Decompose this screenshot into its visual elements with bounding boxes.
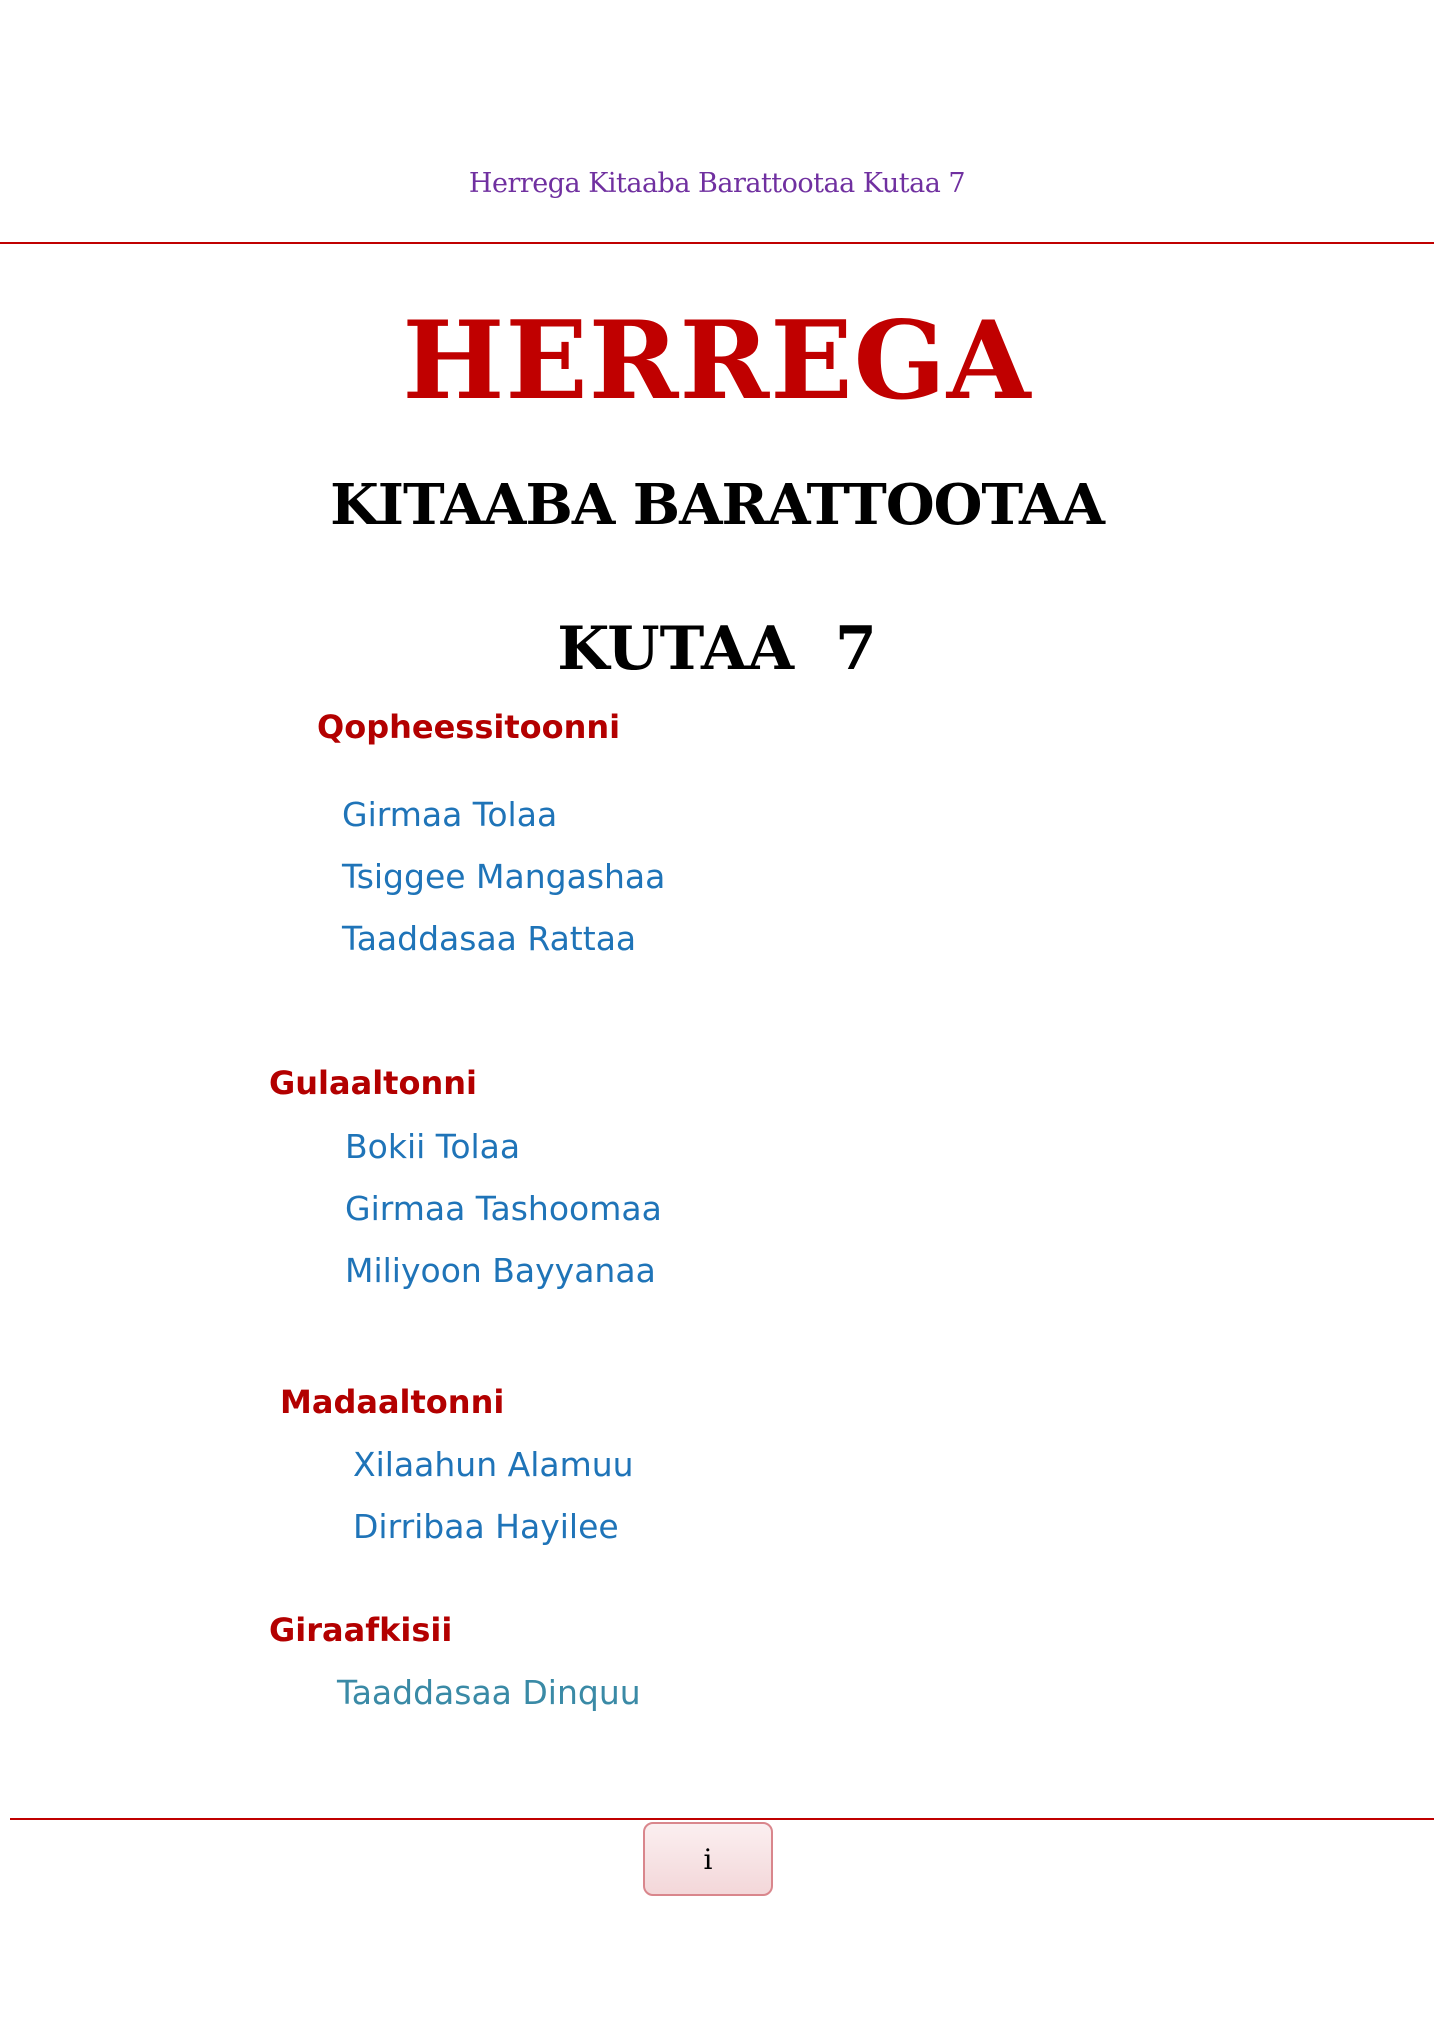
list-item: Taaddasaa Dinquu xyxy=(337,1673,641,1712)
list-item: Tsiggee Mangashaa xyxy=(342,857,666,896)
section-heading-editors: Gulaaltonni xyxy=(269,1064,477,1102)
list-item: Girmaa Tolaa xyxy=(342,795,558,834)
evaluators-list xyxy=(353,1434,634,1558)
list-item: Bokii Tolaa xyxy=(345,1127,521,1166)
list-item: Taaddasaa Rattaa xyxy=(342,919,637,958)
running-header: Herrega Kitaaba Barattootaa Kutaa 7 xyxy=(468,168,966,199)
footer-rule xyxy=(10,1818,1434,1820)
graphics-list xyxy=(337,1662,641,1724)
list-item: Xilaahun Alamuu xyxy=(353,1445,634,1484)
header-rule xyxy=(0,242,1434,244)
page-number-box xyxy=(643,1822,773,1896)
page-number: i xyxy=(703,1842,713,1876)
list-item: Miliyoon Bayyanaa xyxy=(345,1251,656,1290)
authors-list xyxy=(342,784,665,970)
section-heading-evaluators: Madaaltonni xyxy=(280,1383,505,1421)
book-subtitle: KITAABA BARATTOOTAA xyxy=(330,472,1104,538)
list-item: Girmaa Tashoomaa xyxy=(345,1189,662,1228)
section-heading-authors: Qopheessitoonni xyxy=(317,708,621,746)
book-title: HERREGA xyxy=(402,298,1032,424)
list-item: Dirribaa Hayilee xyxy=(353,1507,619,1546)
section-heading-graphics: Giraafkisii xyxy=(269,1611,453,1649)
editors-list xyxy=(345,1116,662,1302)
grade-label: KUTAA 7 xyxy=(557,614,877,684)
